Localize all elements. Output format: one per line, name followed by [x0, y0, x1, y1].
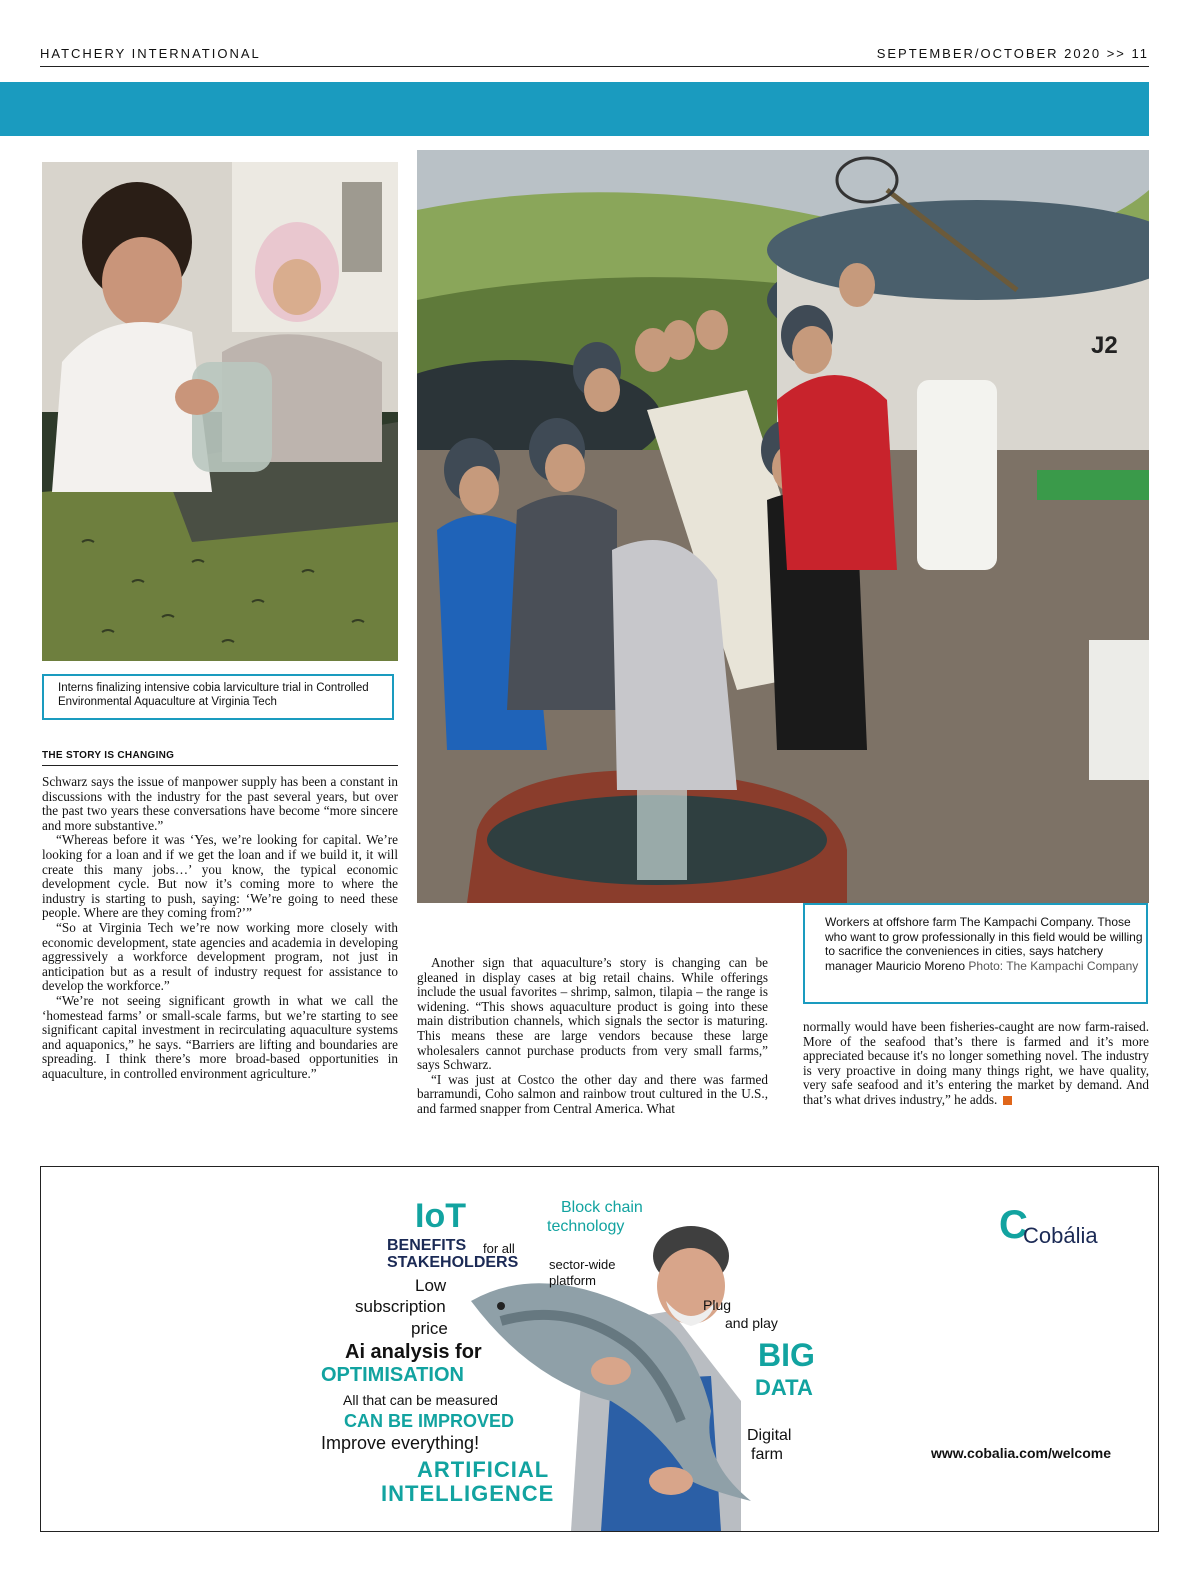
ad-stakeholders: STAKEHOLDERS	[387, 1254, 519, 1271]
ad-improve-everything: Improve everything!	[321, 1433, 480, 1453]
ad-ai-analysis: Ai analysis for	[345, 1341, 482, 1363]
article-column-1	[42, 775, 398, 1081]
ad-platform: platform	[549, 1273, 596, 1288]
cobalia-logo-text: Cobália	[1023, 1223, 1098, 1248]
ad-plug: Plug	[703, 1297, 732, 1313]
ad-can-be-improved: CAN BE IMPROVED	[344, 1411, 515, 1431]
ad-benefits: BENEFITS	[387, 1237, 467, 1254]
ad-big: BIG	[758, 1337, 815, 1373]
ad-artificial: ARTIFICIAL	[417, 1457, 550, 1482]
photo-kampachi-workers	[417, 150, 1149, 903]
tank-label-j2: J2	[1091, 332, 1118, 359]
caption-text: Interns finalizing intensive cobia larviculture trial in Controlled Environmental Aquaculture at Virginia Tech	[58, 682, 369, 708]
paragraph: “We’re not seeing significant growth in what we call the ‘homestead farms’ or small-scale farms, but we’re starting to see significant capital investment in recirculating aquaculture systems and aquaponics,” he says. “Barriers are lifting and boundaries are spreading. I think there’s more broad-based opportunities in aquaculture, in controlled environment agriculture.”	[42, 992, 398, 1081]
ad-and-play: and play	[725, 1315, 778, 1331]
ad-low: Low	[415, 1276, 447, 1295]
paragraph: “I was just at Costco the other day and there was farmed barramundi, Coho salmon and rainbow trout cultured in the U.S., and farmed snapper from Central America. What	[417, 1071, 768, 1116]
article-column-3	[803, 1020, 1149, 1108]
photo-credit: Photo: The Kampachi Company	[968, 958, 1139, 973]
ad-farm: farm	[751, 1446, 783, 1463]
ad-technology: technology	[547, 1218, 625, 1235]
section-color-band	[0, 82, 1149, 136]
photo-interns-larviculture	[42, 162, 398, 661]
ad-optimisation: OPTIMISATION	[321, 1364, 464, 1386]
cobalia-website-link[interactable]: www.cobalia.com/welcome	[931, 1445, 1111, 1461]
running-head	[40, 46, 1149, 67]
ad-intelligence: INTELLIGENCE	[381, 1481, 555, 1506]
caption-text: Workers at offshore farm The Kampachi Company. Those who want to grow professionally in this field would be willing to sacrifice the conveniences in cities, says hatchery manager Mauricio Moreno	[825, 915, 1143, 973]
ad-digital: Digital	[747, 1427, 792, 1444]
cobalia-logo-mark: C	[999, 1203, 1028, 1247]
end-of-article-mark	[1003, 1096, 1012, 1105]
section-heading: THE STORY IS CHANGING	[42, 750, 398, 766]
paragraph: “So at Virginia Tech we’re now working more closely with economic development, state agencies and academia in developing aggressively a workforce development program, not just in anticipation but as a result of industry request for assistance to develop the workforce.”	[42, 919, 398, 994]
paragraph: “Whereas before it was ‘Yes, we’re looking for capital. We’re looking for a loan and if we get the loan and if we build it, it will create this many jobs…’ you know, the typical economic development cycle. But now it’s coming more to where the industry is starting to push, saying: ‘We’re going to need these people. Where are they coming from?’”	[42, 832, 398, 921]
cobalia-advertisement[interactable]	[40, 1166, 1159, 1532]
ad-block-chain: Block chain	[561, 1199, 643, 1216]
article-column-2	[417, 956, 768, 1117]
ad-for-all: for all	[483, 1241, 515, 1256]
ad-subscription: subscription	[355, 1297, 446, 1316]
ad-measured: All that can be measured	[343, 1392, 498, 1408]
issue-and-page-number: SEPTEMBER/OCTOBER 2020 >> 11	[876, 46, 1149, 61]
ad-sector-wide: sector-wide	[549, 1257, 616, 1272]
publication-name: HATCHERY INTERNATIONAL	[40, 46, 261, 61]
ad-iot: IoT	[415, 1197, 466, 1235]
paragraph: Schwarz says the issue of manpower supply has been a constant in discussions with the industry for the past several years, but over the past two years these conversations have become “more sincere and more substantive.”	[42, 774, 398, 833]
ad-price: price	[411, 1319, 448, 1338]
paragraph: Another sign that aquaculture’s story is changing can be gleaned in display cases at big retail chains. While offerings include the usual favorites – shrimp, salmon, tilapia – the range is widening. “This shows aquaculture product is going into these main distribution channels, which signals the sector is maturing. This means these are large vendors because these large wholesalers cannot purchase products from very small farms,” says Schwarz.	[417, 955, 768, 1073]
caption-left-photo	[42, 674, 394, 720]
ad-data: DATA	[755, 1375, 813, 1400]
caption-right-photo	[803, 903, 1148, 1004]
paragraph: normally would have been fisheries-caught are now farm-raised. More of the seafood that’s there is farmed and it’s more appreciated because it's no longer something novel. The industry is very proactive in doing many things right, we have quality, very safe seafood and it’s entering the market by demand. And that’s what drives industry,” he adds.	[803, 1019, 1149, 1107]
